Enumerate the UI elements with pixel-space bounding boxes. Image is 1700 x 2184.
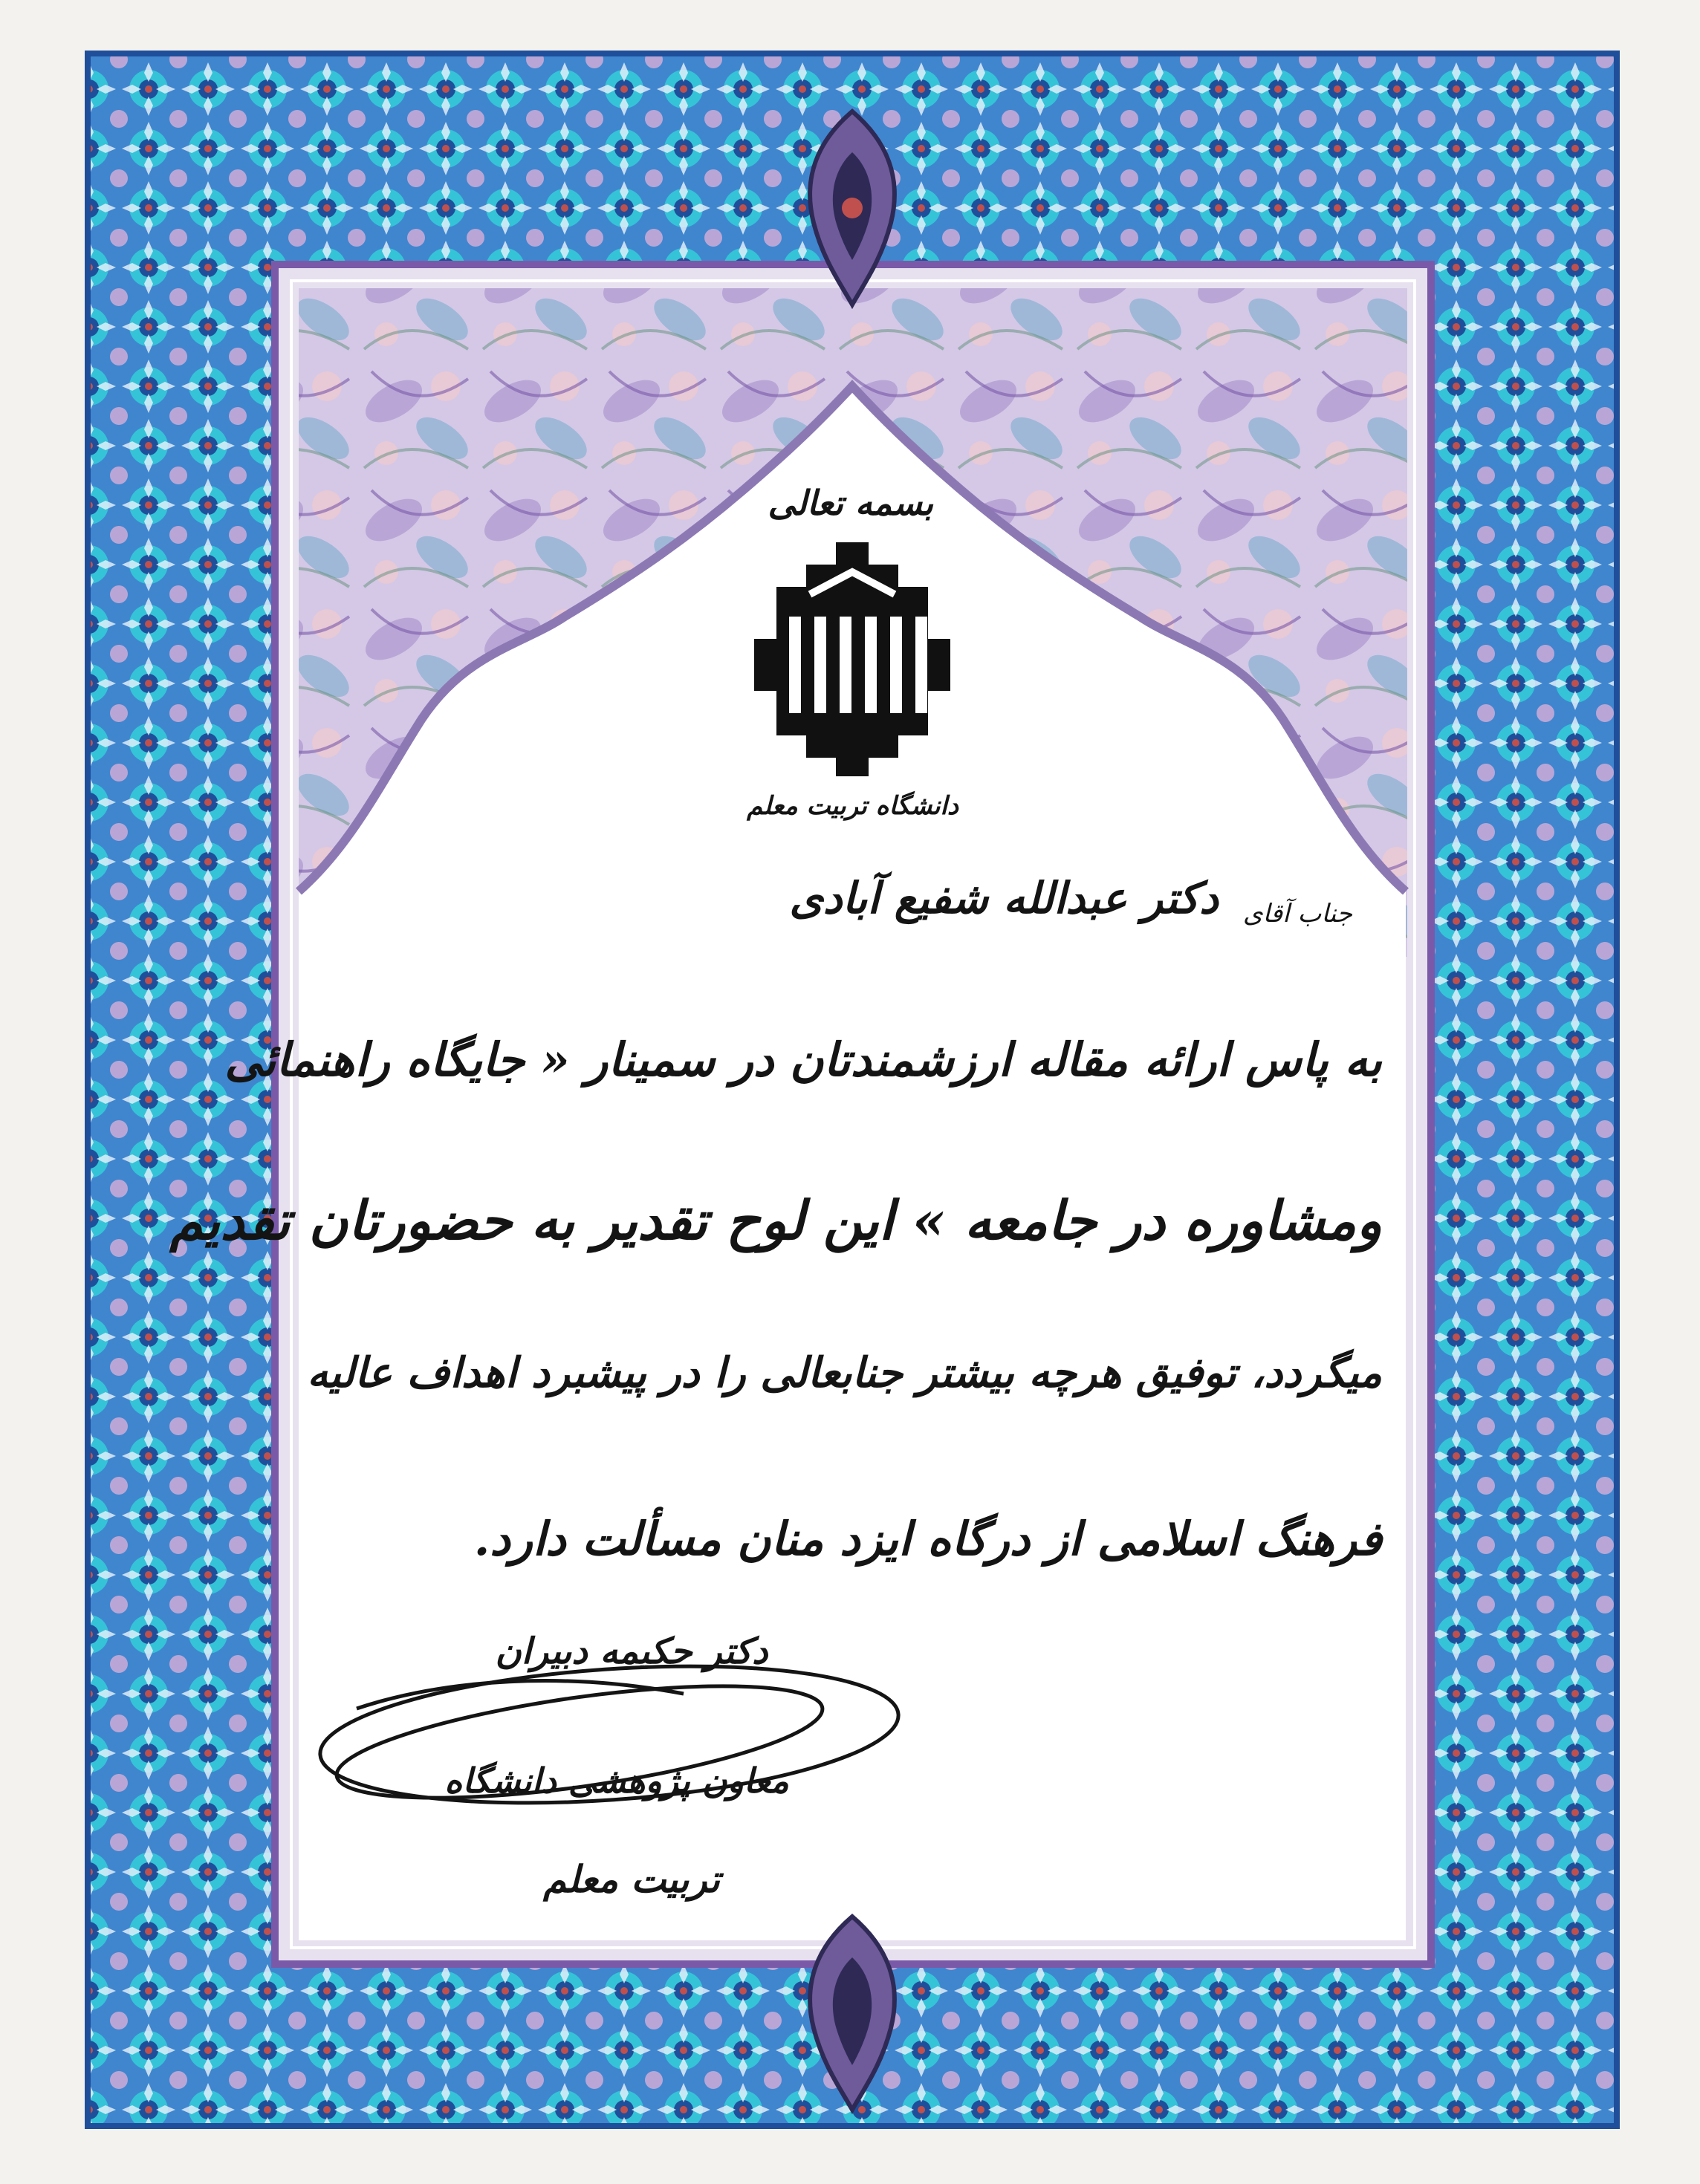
salutation-prefix: جناب آقای [1242, 899, 1352, 929]
body-line: میگردد، توفیق هرچه بیشتر جنابعالی را در پیشبرد اهداف عالیه [307, 1348, 1382, 1397]
signer-title: تربیت معلم [543, 1857, 720, 1901]
body-line: به پاس ارائه مقاله ارزشمندتان در سمینار « جایگاه راهنمائی [224, 1033, 1382, 1087]
body-line: فرهنگ اسلامی از درگاه ایزد منان مسألت دارد. [473, 1512, 1382, 1566]
university-name: دانشگاه تربیت معلم [747, 791, 958, 821]
signer-title: معاون پژوهشی دانشگاه [444, 1761, 789, 1801]
recipient-name: دکتر عبدالله شفیع آبادی [789, 873, 1219, 923]
invocation-heading: بسمه تعالی [768, 483, 933, 523]
body-line: ومشاوره در جامعه » این لوح تقدیر به حضورتان تقدیم [169, 1189, 1382, 1252]
signer-name: دکتر حکیمه دبیران [495, 1631, 768, 1672]
